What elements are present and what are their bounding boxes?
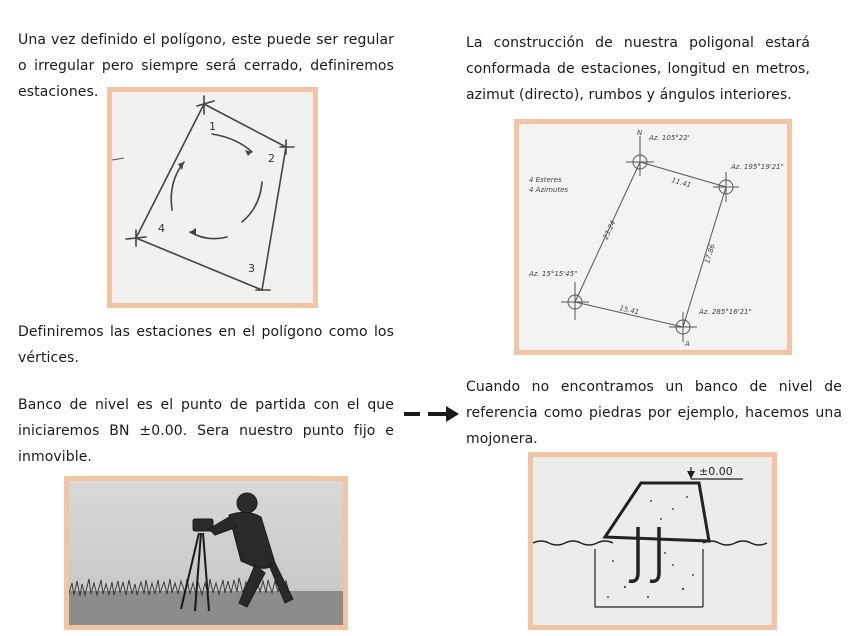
- mojonera-level-label: ±0.00: [699, 465, 733, 478]
- azimuth-3: Az. 285°16'21": [699, 308, 752, 316]
- vertex-label-4: 4: [158, 222, 165, 235]
- azimuth-2: Az. 195°19'21": [731, 163, 784, 171]
- survey-note-1: 4 Esteres: [529, 176, 562, 184]
- polygon-sketch-frame: [107, 87, 318, 308]
- survey-sketch: [519, 124, 787, 350]
- distance-3: 23.24: [601, 219, 618, 241]
- distance-1: 11.41: [670, 176, 692, 190]
- surveyor-photo-frame: [64, 476, 348, 630]
- stations-paragraph: Definiremos las estaciones en el polígono como los vértices.: [18, 324, 394, 366]
- distance-2: 17.86: [703, 243, 717, 265]
- polygonal-construction-paragraph: La construcción de nuestra poligonal estará conformada de estaciones, longitud en metros, azimut (directo), rumbos y ángulos interiores.: [466, 35, 810, 103]
- mojonera-paragraph: Cuando no encontramos un banco de nivel de referencia como piedras por ejemplo, hacemos una mojonera.: [466, 379, 842, 447]
- station-label: A: [685, 340, 690, 348]
- azimuth-1: Az. 105°22': [649, 134, 690, 142]
- bench-mark-paragraph: Banco de nivel es el punto de partida con el que iniciaremos BN ±0.00. Sera nuestro punto fijo e inmovible.: [18, 397, 394, 465]
- mojonera-sketch: [533, 457, 772, 625]
- intro-paragraph: Una vez definido el polígono, este puede ser regular o irregular pero siempre será cerrado, definiremos estaciones.: [18, 32, 394, 100]
- vertex-label-2: 2: [268, 152, 275, 165]
- vertex-label-1: 1: [209, 120, 216, 133]
- distance-4: 15.41: [618, 304, 640, 317]
- azimuth-4: Az. 15°15'45": [529, 270, 578, 278]
- vertex-label-3: 3: [248, 262, 255, 275]
- polygon-sketch: [112, 92, 313, 303]
- north-label: N: [637, 129, 643, 137]
- dashed-arrow-icon: [404, 404, 460, 424]
- survey-sketch-frame: [514, 119, 792, 355]
- mojonera-sketch-frame: [528, 452, 777, 630]
- survey-note-2: 4 Azimutes: [529, 186, 569, 194]
- surveyor-drawing: [69, 481, 343, 625]
